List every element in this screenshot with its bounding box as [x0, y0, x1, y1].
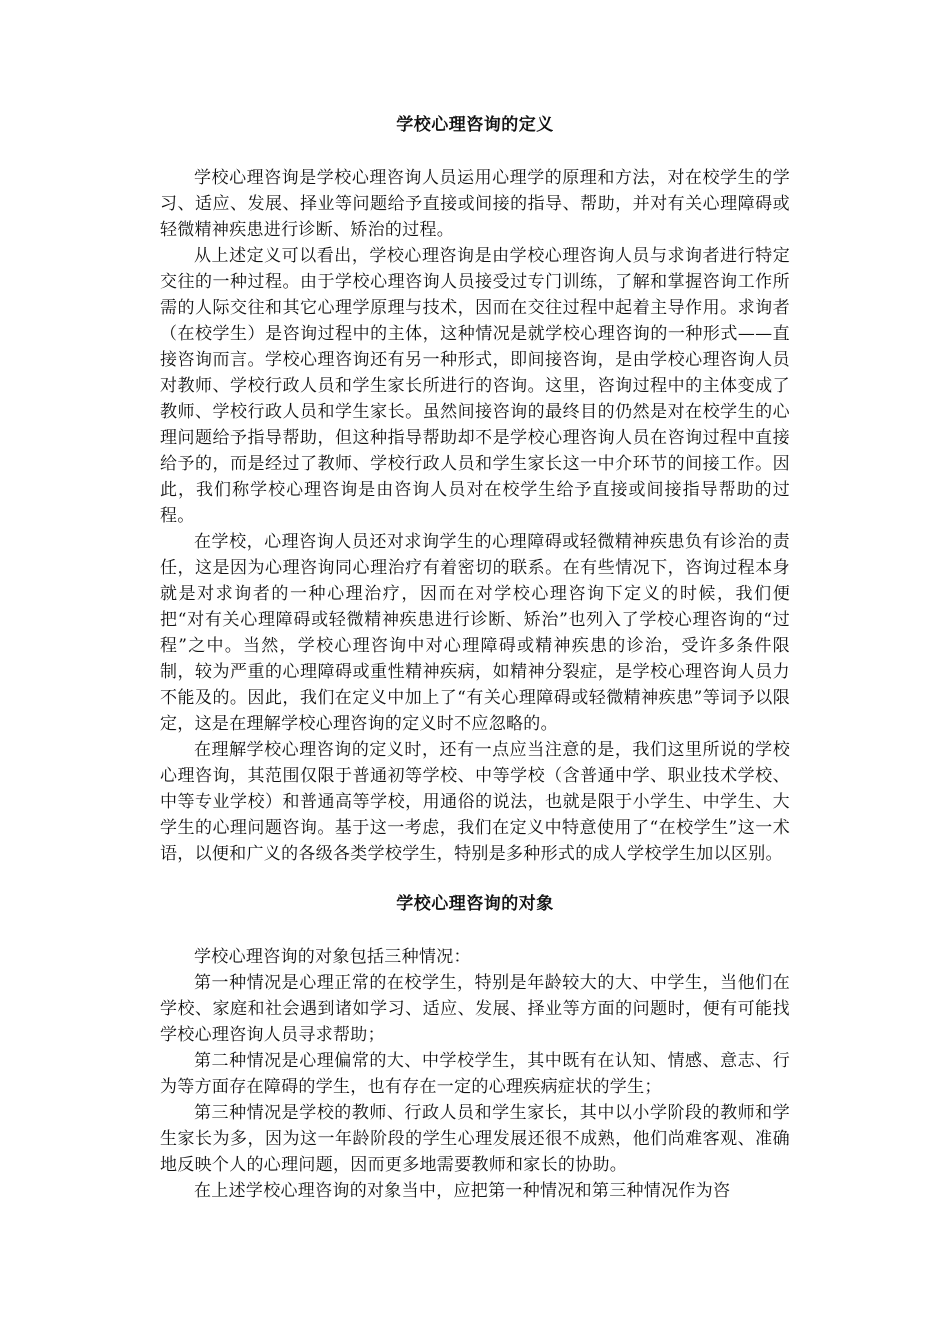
paragraph: 在上述学校心理咨询的对象当中，应把第一种情况和第三种情况作为咨 — [194, 1181, 731, 1201]
section-title-objects: 学校心理咨询的对象 — [396, 894, 554, 914]
paragraph: 第一种情况是心理正常的在校学生，特别是年龄较大的大、中学生，当他们在学校、家庭和社会遇到诸如学习、适应、发展、择业等方面的问题时，便有可能找学校心理咨询人员寻求帮助； — [160, 973, 790, 1045]
paragraph: 学校心理咨询是学校心理咨询人员运用心理学的原理和方法，对在校学生的学习、适应、发展、择业等问题给予直接或间接的指导、帮助，并对有关心理障碍或轻微精神疾患进行诊断、矫治的过程。 — [160, 168, 790, 240]
paragraph: 在理解学校心理咨询的定义时，还有一点应当注意的是，我们这里所说的学校心理咨询，其范围仅限于普通初等学校、中等学校（含普通中学、职业技术学校、中等专业学校）和普通高等学校，用通俗的说法，也就是限于小学生、中学生、大学生的心理问题咨询。基于这一考虑，我们在定义中特意使用了“在校学生”这一术语，以便和广义的各级各类学校学生，特别是多种形式的成人学校学生加以区别。 — [160, 740, 790, 864]
paragraph: 从上述定义可以看出，学校心理咨询是由学校心理咨询人员与求询者进行特定交往的一种过程。由于学校心理咨询人员接受过专门训练，了解和掌握咨询工作所需的人际交往和其它心理学原理与技术，因而在交往过程中起着主导作用。求询者（在校学生）是咨询过程中的主体，这种情况是就学校心理咨询的一种形式——直接咨询而言。学校心理咨询还有另一种形式，即间接咨询，是由学校心理咨询人员对教师、学校行政人员和学生家长所进行的咨询。这里，咨询过程中的主体变成了教师、学校行政人员和学生家长。虽然间接咨询的最终目的仍然是对在校学生的心理问题给予指导帮助，但这种指导帮助却不是学校心理咨询人员在咨询过程中直接给予的，而是经过了教师、学校行政人员和学生家长这一中介环节的间接工作。因此，我们称学校心理咨询是由咨询人员对在校学生给予直接或间接指导帮助的过程。 — [160, 246, 790, 526]
section-title-definition: 学校心理咨询的定义 — [396, 115, 554, 135]
paragraph: 学校心理咨询的对象包括三种情况： — [194, 947, 471, 967]
paragraph: 第三种情况是学校的教师、行政人员和学生家长，其中以小学阶段的教师和学生家长为多，因为这一年龄阶段的学生心理发展还很不成熟，他们尚难客观、准确地反映个人的心理问题，因而更多地需要教师和家长的协助。 — [160, 1103, 790, 1175]
document-page — [160, 112, 790, 1204]
paragraph: 在学校，心理咨询人员还对求询学生的心理障碍或轻微精神疾患负有诊治的责任，这是因为心理咨询同心理治疗有着密切的联系。在有些情况下，咨询过程本身就是对求询者的一种心理治疗，因而在对学校心理咨询下定义的时候，我们便把“对有关心理障碍或轻微精神疾患进行诊断、矫治”也列入了学校心理咨询的“过程”之中。当然，学校心理咨询中对心理障碍或精神疾患的诊治，受许多条件限制，较为严重的心理障碍或重性精神疾病，如精神分裂症，是学校心理咨询人员力不能及的。因此，我们在定义中加上了“有关心理障碍或轻微精神疾患”等词予以限定，这是在理解学校心理咨询的定义时不应忽略的。 — [160, 532, 790, 734]
paragraph: 第二种情况是心理偏常的大、中学校学生，其中既有在认知、情感、意志、行为等方面存在障碍的学生，也有存在一定的心理疾病症状的学生； — [160, 1051, 790, 1097]
